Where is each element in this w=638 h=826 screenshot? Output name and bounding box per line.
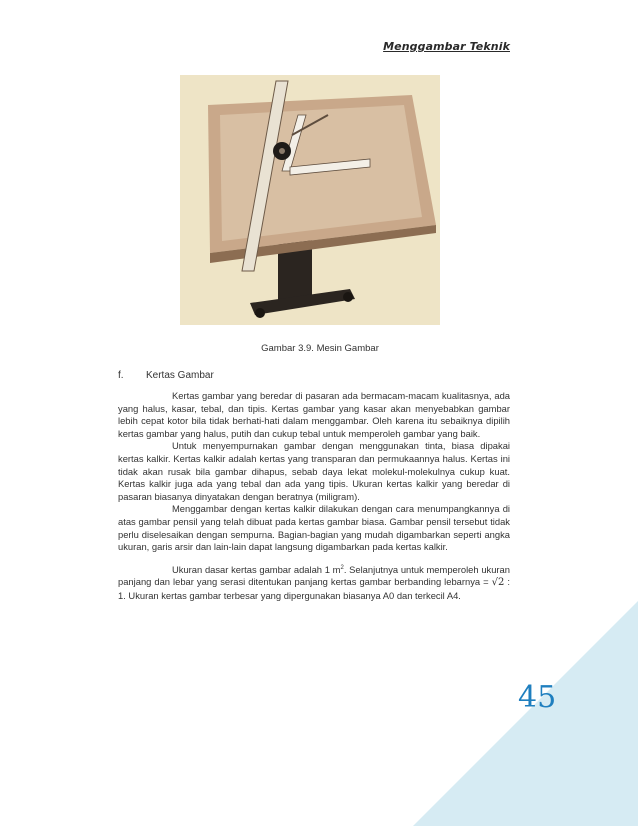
paragraph-1: Kertas gambar yang beredar di pasaran ada bermacam-macam kualitasnya, ada yang halus, kasar, tebal, dan tipis. Kertas gambar yang kasar akan menyebabkan gambar lebih cepat kotor bila tidak berhati-hati dalam menggambar. Oleh karena itu sebaiknya dipilih kertas gambar yang halus, putih dan cukup tebal untuk memperoleh gambar yang baik. <box>118 390 510 439</box>
paragraph-4 <box>118 562 510 603</box>
sqrt-symbol: √2 <box>491 577 505 589</box>
figure-caption: Gambar 3.9. Mesin Gambar <box>261 343 379 354</box>
section-heading <box>118 370 214 381</box>
section-title: Kertas Gambar <box>146 370 214 381</box>
paragraph-4-part-b: . Selanjutnya untuk memperoleh ukuran panjang dan lebar yang serasi ditentukan panjang kertas gambar berbanding lebarnya = <box>118 563 510 588</box>
running-header: Menggambar Teknik <box>383 40 510 53</box>
paragraph-4-part-c: : 1. Ukuran kertas gambar terbesar yang dipergunakan biasanya A0 dan terkecil A4. <box>118 576 510 602</box>
body-text <box>118 390 510 603</box>
superscript-2: 2 <box>340 564 344 571</box>
page-number: 45 <box>518 680 557 715</box>
paragraph-3: Menggambar dengan kertas kalkir dilakukan dengan cara menumpangkannya di atas gambar pensil yang telah dibuat pada kertas gambar biasa. Gambar pensil tersebut tidak perlu diselesaikan dengan sempurna. Bagian-bagian yang mudah digambarkan seperti angka ukuran, garis arsir dan lain-lain dapat langsung digambarkan pada kertas kalkir. <box>118 503 510 553</box>
paragraph-2: Untuk menyempurnakan gambar dengan menggunakan tinta, biasa dipakai kertas kalkir. Kertas kalkir adalah kertas yang transparan dan permukaannya halus. Kertas ini tidak akan rusak bila gambar dihapus, sebab daya lekat molekul-molekulnya cukup kuat. Kertas kalkir juga ada yang tebal dan ada yang tipis. Ukuran kertas kalkir yang beredar di pasaran biasanya dinyatakan dengan beratnya (miligram). <box>118 440 510 502</box>
section-number: f. <box>118 370 124 381</box>
drafting-machine-photo <box>180 75 440 325</box>
paragraph-4-part-a: Ukuran dasar kertas gambar adalah 1 m <box>172 563 341 575</box>
